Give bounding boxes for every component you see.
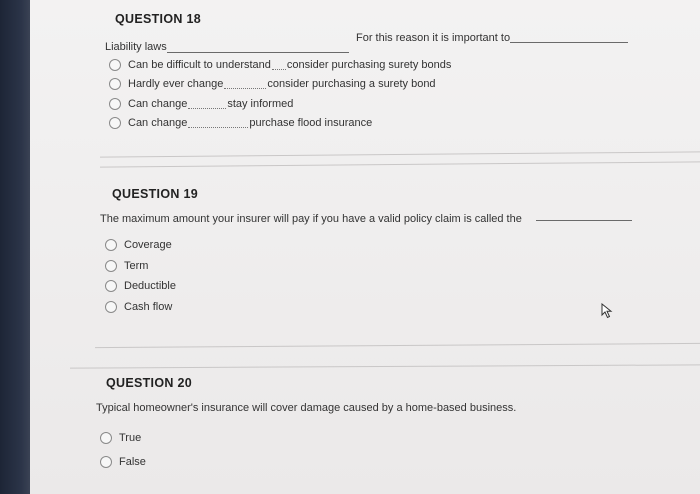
question-18-option-2[interactable]	[109, 78, 436, 90]
option-label: Cash flow	[124, 301, 173, 313]
question-18-option-4[interactable]	[109, 117, 372, 129]
radio-button[interactable]	[105, 280, 117, 292]
option-text-a: Can change	[128, 98, 188, 110]
radio-button[interactable]	[109, 59, 121, 71]
radio-button[interactable]	[105, 260, 117, 272]
question-20-title: QUESTION 20	[106, 376, 192, 390]
radio-button[interactable]	[100, 456, 112, 468]
question-18-option-1[interactable]	[109, 59, 451, 71]
question-19-blank	[536, 220, 632, 221]
question-18-title: QUESTION 18	[115, 12, 201, 26]
option-label: Deductible	[124, 280, 176, 292]
option-label: False	[119, 456, 146, 468]
option-text-b: purchase flood insurance	[249, 117, 373, 129]
option-text-b: consider purchasing surety bonds	[286, 59, 452, 71]
radio-button[interactable]	[105, 301, 117, 313]
radio-button[interactable]	[109, 98, 121, 110]
question-19-option-cash-flow[interactable]	[105, 301, 172, 313]
question-19-title: QUESTION 19	[112, 187, 198, 201]
question-18-prompt-right: For this reason it is important to	[356, 32, 511, 44]
option-text-a: Can change	[128, 117, 188, 129]
radio-button[interactable]	[100, 432, 112, 444]
question-18-option-3[interactable]	[109, 98, 293, 110]
mouse-cursor-icon	[600, 303, 614, 319]
question-19-prompt: The maximum amount your insurer will pay if you have a valid policy claim is called the	[100, 213, 522, 225]
question-19-option-term[interactable]	[105, 260, 148, 272]
option-text-a: Can be difficult to understand	[128, 59, 271, 71]
option-label: Coverage	[124, 239, 172, 251]
question-19-option-coverage[interactable]	[105, 239, 172, 251]
radio-button[interactable]	[109, 117, 121, 129]
question-20-prompt: Typical homeowner's insurance will cover damage caused by a home-based business.	[96, 402, 517, 414]
option-label: True	[119, 432, 142, 444]
question-20-option-false[interactable]	[100, 456, 146, 468]
option-text-b: stay informed	[227, 98, 294, 110]
radio-button[interactable]	[109, 78, 121, 90]
left-sidebar	[0, 0, 30, 494]
option-label: Term	[124, 260, 149, 272]
option-text-b: consider purchasing a surety bond	[267, 78, 436, 90]
option-text-a: Hardly ever change	[128, 78, 224, 90]
question-18-blank-2	[510, 42, 628, 43]
radio-button[interactable]	[105, 239, 117, 251]
question-18-blank-1	[167, 52, 349, 53]
question-19-option-deductible[interactable]	[105, 280, 176, 292]
question-20-option-true[interactable]	[100, 432, 141, 444]
question-18-prompt-left: Liability laws	[105, 41, 167, 53]
